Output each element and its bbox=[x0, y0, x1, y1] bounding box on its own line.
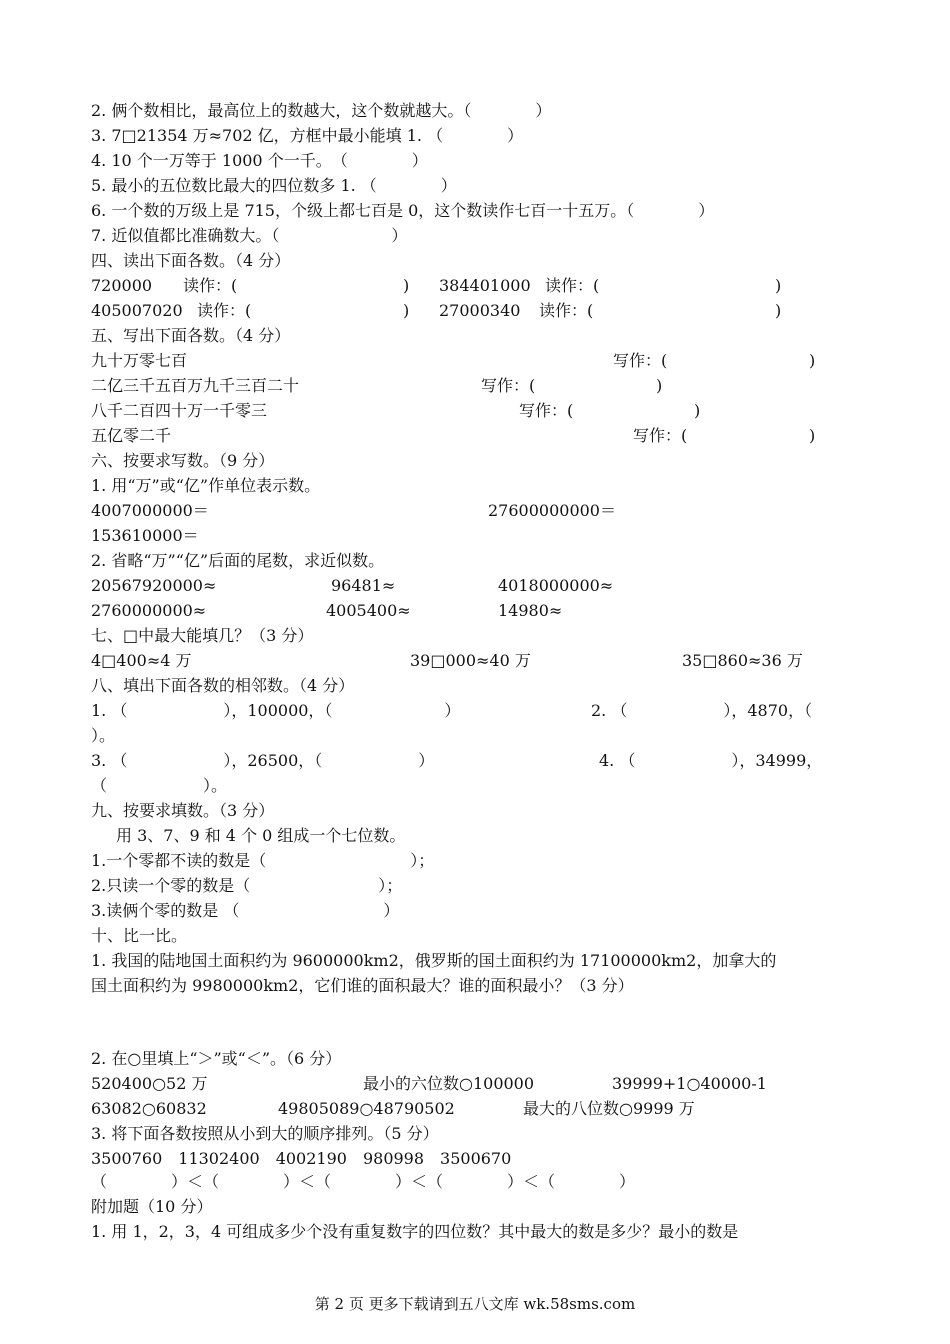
compare-item-3: 39999+1○40000-1 bbox=[612, 1074, 767, 1093]
fill-question-1: 1.一个零都不读的数是（ ）； bbox=[91, 851, 435, 870]
read-close-2: ) bbox=[775, 276, 782, 295]
judge-item-4: 4. 10 个一万等于 1000 个一千。 （ ） bbox=[91, 151, 428, 170]
read-close-3: ) bbox=[403, 301, 410, 320]
unit-item-1: 4007000000＝ bbox=[91, 501, 209, 520]
section-10-title: 十、比一比。 bbox=[91, 926, 188, 945]
approx-item-4: 2760000000≈ bbox=[91, 601, 207, 620]
order-title: 3. 将下面各数按照从小到大的顺序排列。（5 分） bbox=[91, 1124, 439, 1143]
write-close-3: ) bbox=[694, 401, 701, 420]
compare-item-2: 最小的六位数○100000 bbox=[363, 1074, 535, 1093]
neighbor-item-2-end: ）。 bbox=[91, 726, 116, 745]
read-close-1: ) bbox=[403, 276, 410, 295]
section-6-sub-1: 1. 用“万”或“亿”作单位表示数。 bbox=[91, 476, 321, 495]
approx-item-3: 4018000000≈ bbox=[498, 576, 614, 595]
fill-question-3: 3.读俩个零的数是 （ ） bbox=[91, 901, 400, 920]
write-label-4: 写作：( bbox=[633, 426, 688, 445]
compare-item-6: 最大的八位数○9999 万 bbox=[523, 1099, 695, 1118]
read-number-1: 720000 bbox=[91, 276, 153, 295]
max-digit-item-3: 35□860≈36 万 bbox=[682, 651, 803, 670]
area-question-line-2: 国土面积约为 9980000km2，它们谁的面积最大？谁的面积最小？（3 分） bbox=[91, 976, 634, 995]
write-question-2: 二亿三千五百万九千三百二十 bbox=[91, 376, 300, 395]
max-digit-item-2: 39□000≈40 万 bbox=[410, 651, 531, 670]
approx-item-1: 20567920000≈ bbox=[91, 576, 217, 595]
order-numbers: 3500760 11302400 4002190 980998 3500670 bbox=[91, 1149, 512, 1168]
read-number-4: 27000340 bbox=[439, 301, 521, 320]
neighbor-item-3: 3. （ ），26500，（ ） bbox=[91, 751, 435, 770]
compare-item-1: 520400○52 万 bbox=[91, 1074, 208, 1093]
write-close-4: ) bbox=[809, 426, 816, 445]
approx-item-5: 4005400≈ bbox=[326, 601, 411, 620]
section-4-title: 四、读出下面各数。（4 分） bbox=[91, 251, 291, 270]
unit-item-3: 153610000＝ bbox=[91, 526, 199, 545]
extra-question-1: 1. 用 1，2，3，4 可组成多少个没有重复数字的四位数？其中最大的数是多少？最小的数是 bbox=[91, 1222, 739, 1241]
write-close-2: ) bbox=[656, 376, 663, 395]
read-label-3: 读作：( bbox=[197, 301, 252, 320]
page-footer: 第 2 页 更多下载请到五八文库 wk.58sms.com bbox=[314, 1295, 636, 1313]
area-question-line-1: 1. 我国的陆地国土面积约为 9600000km2，俄罗斯的国土面积约为 17100000km2，加拿大的 bbox=[91, 951, 777, 970]
read-label-1: 读作：( bbox=[183, 276, 238, 295]
write-question-4: 五亿零二千 bbox=[91, 426, 172, 445]
compare-item-5: 49805089○48790502 bbox=[278, 1099, 455, 1118]
neighbor-item-2: 2. （ ），4870，（ bbox=[591, 701, 813, 720]
compare-item-4: 63082○60832 bbox=[91, 1099, 207, 1118]
read-number-3: 405007020 bbox=[91, 301, 183, 320]
section-6-sub-2: 2. 省略“万”“亿”后面的尾数，求近似数。 bbox=[91, 551, 385, 570]
section-7-title: 七、□中最大能填几？（3 分） bbox=[91, 626, 314, 645]
neighbor-item-4: 4. （ ），34999， bbox=[599, 751, 823, 770]
read-label-2: 读作：( bbox=[545, 276, 600, 295]
write-label-3: 写作：( bbox=[519, 401, 574, 420]
read-close-4: ) bbox=[775, 301, 782, 320]
order-blanks: （ ）＜（ ）＜（ ）＜（ ）＜（ ） bbox=[91, 1172, 636, 1191]
approx-item-6: 14980≈ bbox=[498, 601, 563, 620]
judge-item-3: 3. 7□21354 万≈702 亿，方框中最小能填 1. （ ） bbox=[91, 126, 524, 145]
section-9-intro: 用 3、7、9 和 4 个 0 组成一个七位数。 bbox=[116, 826, 406, 845]
section-8-title: 八、填出下面各数的相邻数。（4 分） bbox=[91, 676, 355, 695]
max-digit-item-1: 4□400≈4 万 bbox=[91, 651, 192, 670]
judge-item-5: 5. 最小的五位数比最大的四位数多 1. （ ） bbox=[91, 176, 457, 195]
compare-title: 2. 在○里填上“＞”或“＜”。（6 分） bbox=[91, 1049, 342, 1068]
read-number-2: 384401000 bbox=[439, 276, 531, 295]
extra-title: 附加题（10 分） bbox=[91, 1197, 213, 1216]
section-6-title: 六、按要求写数。（9 分） bbox=[91, 451, 275, 470]
unit-item-2: 27600000000＝ bbox=[488, 501, 616, 520]
write-question-1: 九十万零七百 bbox=[91, 351, 188, 370]
fill-question-2: 2.只读一个零的数是（ ）； bbox=[91, 876, 403, 895]
write-close-1: ) bbox=[809, 351, 816, 370]
judge-item-2: 2. 俩个数相比，最高位上的数越大，这个数就越大。（ ） bbox=[91, 101, 552, 120]
section-9-title: 九、按要求填数。（3 分） bbox=[91, 801, 275, 820]
section-5-title: 五、写出下面各数。（4 分） bbox=[91, 326, 291, 345]
approx-item-2: 96481≈ bbox=[331, 576, 396, 595]
neighbor-item-4-end: （ ）。 bbox=[91, 776, 228, 795]
neighbor-item-1: 1. （ ），100000，（ ） bbox=[91, 701, 461, 720]
judge-item-7: 7. 近似值都比准确数大。（ ） bbox=[91, 226, 408, 245]
read-label-4: 读作：( bbox=[539, 301, 594, 320]
write-question-3: 八千二百四十万一千零三 bbox=[91, 401, 268, 420]
write-label-1: 写作：( bbox=[613, 351, 668, 370]
judge-item-6: 6. 一个数的万级上是 715，个级上都七百是 0，这个数读作七百一十五万。（ ） bbox=[91, 201, 715, 220]
write-label-2: 写作：( bbox=[481, 376, 536, 395]
